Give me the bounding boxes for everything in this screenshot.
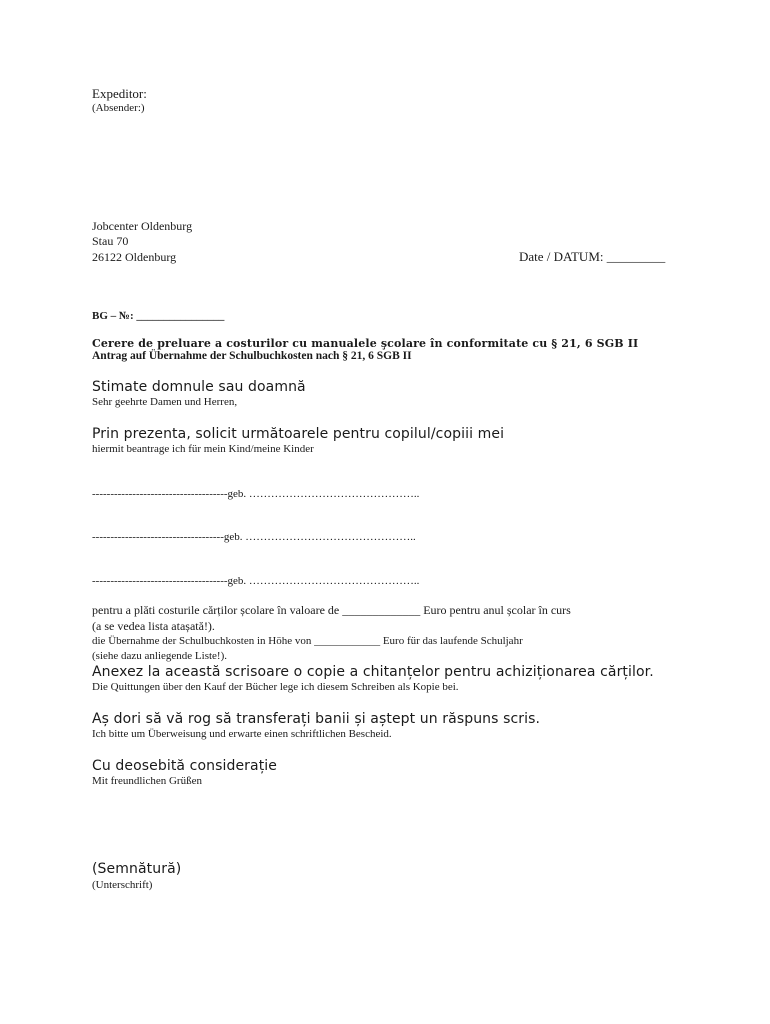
child-line: ------------------------------------geb. ……………………………………….. [92,531,416,543]
recipient-city: 26122 Oldenburg [92,250,177,264]
subject-de: Antrag auf Übernahme der Schulbuchkosten nach § 21, 6 SGB II [92,350,412,362]
salutation-ro: Stimate domnule sau doamnă [92,379,306,395]
salutation-de: Sehr geehrte Damen und Herren, [92,396,238,408]
subject-ro: Cerere de preluare a costurilor cu manualele şcolare în conformitate cu § 21, 6 SGB II [92,337,639,350]
child-line: -------------------------------------geb. ……………………………………….. [92,575,420,587]
child-line: -------------------------------------geb. ……………………………………….. [92,488,420,500]
closing-de: Mit freundlichen Grüßen [92,775,202,787]
intro-de: hiermit beantrage ich für mein Kind/meine Kinder [92,443,314,455]
sender-label-de: (Absender:) [92,102,145,114]
intro-ro: Prin prezenta, solicit următoarele pentru copilul/copiii mei [92,426,505,442]
signature-de: (Unterschrift) [92,879,153,891]
signature-ro: (Semnătură) [92,861,182,877]
transfer-de: Ich bitte um Überweisung und erwarte einen schriftlichen Bescheid. [92,728,392,740]
payment-ro-line1: pentru a plăti costurile cărților școlare în valoare de _____________ Euro pentru anul școlar în curs [92,603,571,617]
sender-label: Expeditor: [92,86,147,101]
payment-de-line1: die Übernahme der Schulbuchkosten in Höhe von ____________ Euro für das laufende Schuljahr [92,635,523,647]
bg-number-field: BG – №: ________________ [92,310,225,322]
payment-ro-line2: (a se vedea lista atașată!). [92,619,215,633]
recipient-street: Stau 70 [92,234,129,248]
date-field: Date / DATUM: _________ [519,249,666,264]
receipts-de: Die Quittungen über den Kauf der Bücher lege ich diesem Schreiben als Kopie bei. [92,681,459,693]
transfer-ro: Aș dori să vă rog să transferați banii și aștept un răspuns scris. [92,711,541,727]
receipts-ro: Anexez la această scrisoare o copie a chitanțelor pentru achiziționarea cărților. [92,664,654,680]
recipient-name: Jobcenter Oldenburg [92,219,193,233]
closing-ro: Cu deosebită considerație [92,758,278,774]
payment-de-line2: (siehe dazu anliegende Liste!). [92,650,227,662]
